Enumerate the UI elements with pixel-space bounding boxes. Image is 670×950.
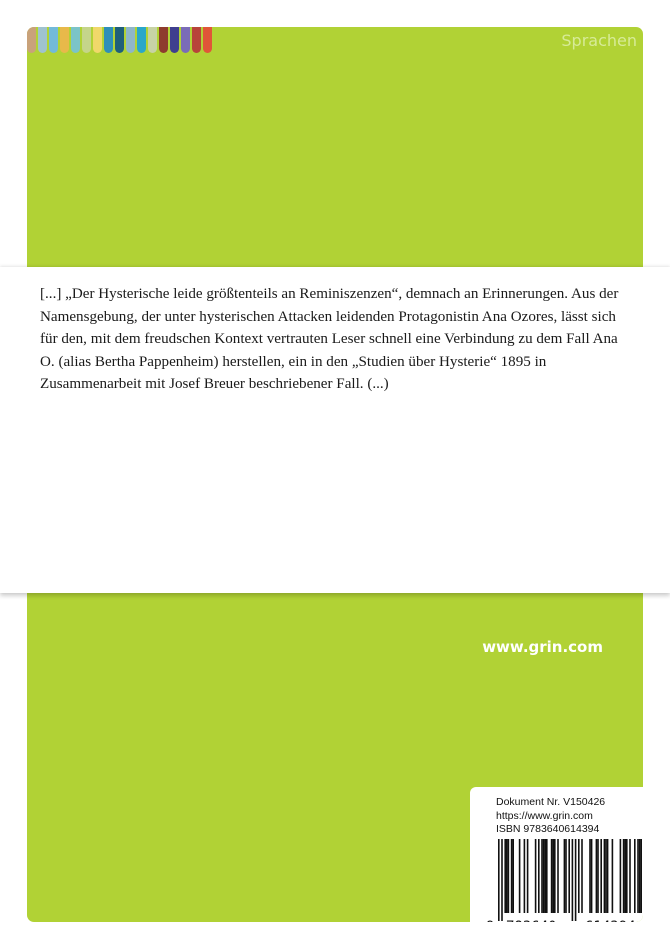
stripe: [49, 27, 58, 53]
barcode-bar: [572, 839, 574, 921]
barcode-bar: [578, 839, 580, 913]
barcode-bar: [541, 839, 543, 913]
barcode-bar: [640, 839, 642, 913]
barcode-box: [470, 787, 643, 934]
barcode-bar: [519, 839, 521, 913]
barcode-bar: [620, 839, 622, 913]
stripe: [82, 27, 91, 53]
isbn-barcode: [484, 839, 643, 934]
barcode-left-digits: 783640: [506, 919, 557, 934]
barcode-bar: [501, 839, 503, 921]
publisher-url[interactable]: www.grin.com: [482, 638, 603, 656]
barcode-bar: [527, 839, 529, 913]
stripe: [38, 27, 47, 53]
category-label: Sprachen: [561, 31, 637, 50]
stripe: [203, 27, 212, 53]
document-number: Dokument Nr. V150426: [496, 796, 606, 808]
document-metadata: [496, 796, 605, 837]
barcode-bar: [524, 839, 526, 913]
barcode-bar: [612, 839, 614, 913]
stripe: [192, 27, 201, 53]
document-url[interactable]: https://www.grin.com: [496, 809, 593, 822]
isbn-label: ISBN 9783640614394: [496, 823, 600, 835]
barcode-bar: [508, 839, 510, 913]
barcode-bar: [544, 839, 546, 913]
stripe: [27, 27, 36, 53]
barcode-bar: [551, 839, 553, 913]
stripe: [148, 27, 157, 53]
color-stripes: [27, 27, 214, 53]
barcode-bar: [506, 839, 508, 913]
barcode-bar: [605, 839, 607, 913]
barcode-bar: [639, 839, 641, 913]
stripe: [137, 27, 146, 53]
barcode-first-digit: 9: [486, 919, 495, 934]
barcode-bar: [624, 839, 626, 913]
stripe: [181, 27, 190, 53]
stripe: [159, 27, 168, 53]
barcode-bar: [538, 839, 540, 913]
barcode-bar: [568, 839, 570, 913]
barcode-bar: [637, 839, 639, 913]
stripe: [170, 27, 179, 53]
barcode-bar: [543, 839, 545, 913]
barcode-bar: [535, 839, 537, 913]
stripe: [60, 27, 69, 53]
barcode-bar: [604, 839, 606, 913]
barcode-bar: [554, 839, 556, 913]
barcode-bar: [565, 839, 567, 913]
barcode-bar: [600, 839, 602, 913]
barcode-bar: [557, 839, 559, 913]
barcode-bar: [504, 839, 506, 913]
barcode-bar: [546, 839, 548, 913]
stripe: [104, 27, 113, 53]
barcode-bar: [623, 839, 625, 913]
barcode-right-digits: 614394: [585, 919, 636, 934]
book-blurb: [...] „Der Hysterische leide größtenteils an Reminiszenzen“, demnach an Erinnerungen. Aus der Namensgebung, der unter hysterischen Attacken leidenden Protagonistin Ana Ozores, lässt sich für den, mit dem freudschen Kontext vertrauten Leser schnell eine Verbindung zu dem Fall Ana O. (alias Bertha Pappenheim) herstellen, ein in den „Studien über Hysterie“ 1895 in Zusammenarbeit mit Josef Breuer beschriebener Fall. (...): [40, 286, 619, 393]
barcode-bar: [581, 839, 583, 913]
stripe: [71, 27, 80, 53]
barcode-bar: [498, 839, 500, 921]
stripe: [115, 27, 124, 53]
barcode-bar: [634, 839, 636, 913]
barcode-bar: [591, 839, 593, 913]
barcode-bar: [564, 839, 566, 913]
barcode-bar: [575, 839, 577, 921]
barcode-bar: [607, 839, 609, 913]
barcode-bar: [589, 839, 591, 913]
barcode-bar: [511, 839, 513, 913]
barcode-bar: [512, 839, 514, 913]
barcode-bar: [629, 839, 631, 913]
stripe: [126, 27, 135, 53]
stripe: [93, 27, 102, 53]
barcode-bar: [626, 839, 628, 913]
barcode-bar: [597, 839, 599, 913]
barcode-bar: [596, 839, 598, 913]
barcode-bar: [552, 839, 554, 913]
